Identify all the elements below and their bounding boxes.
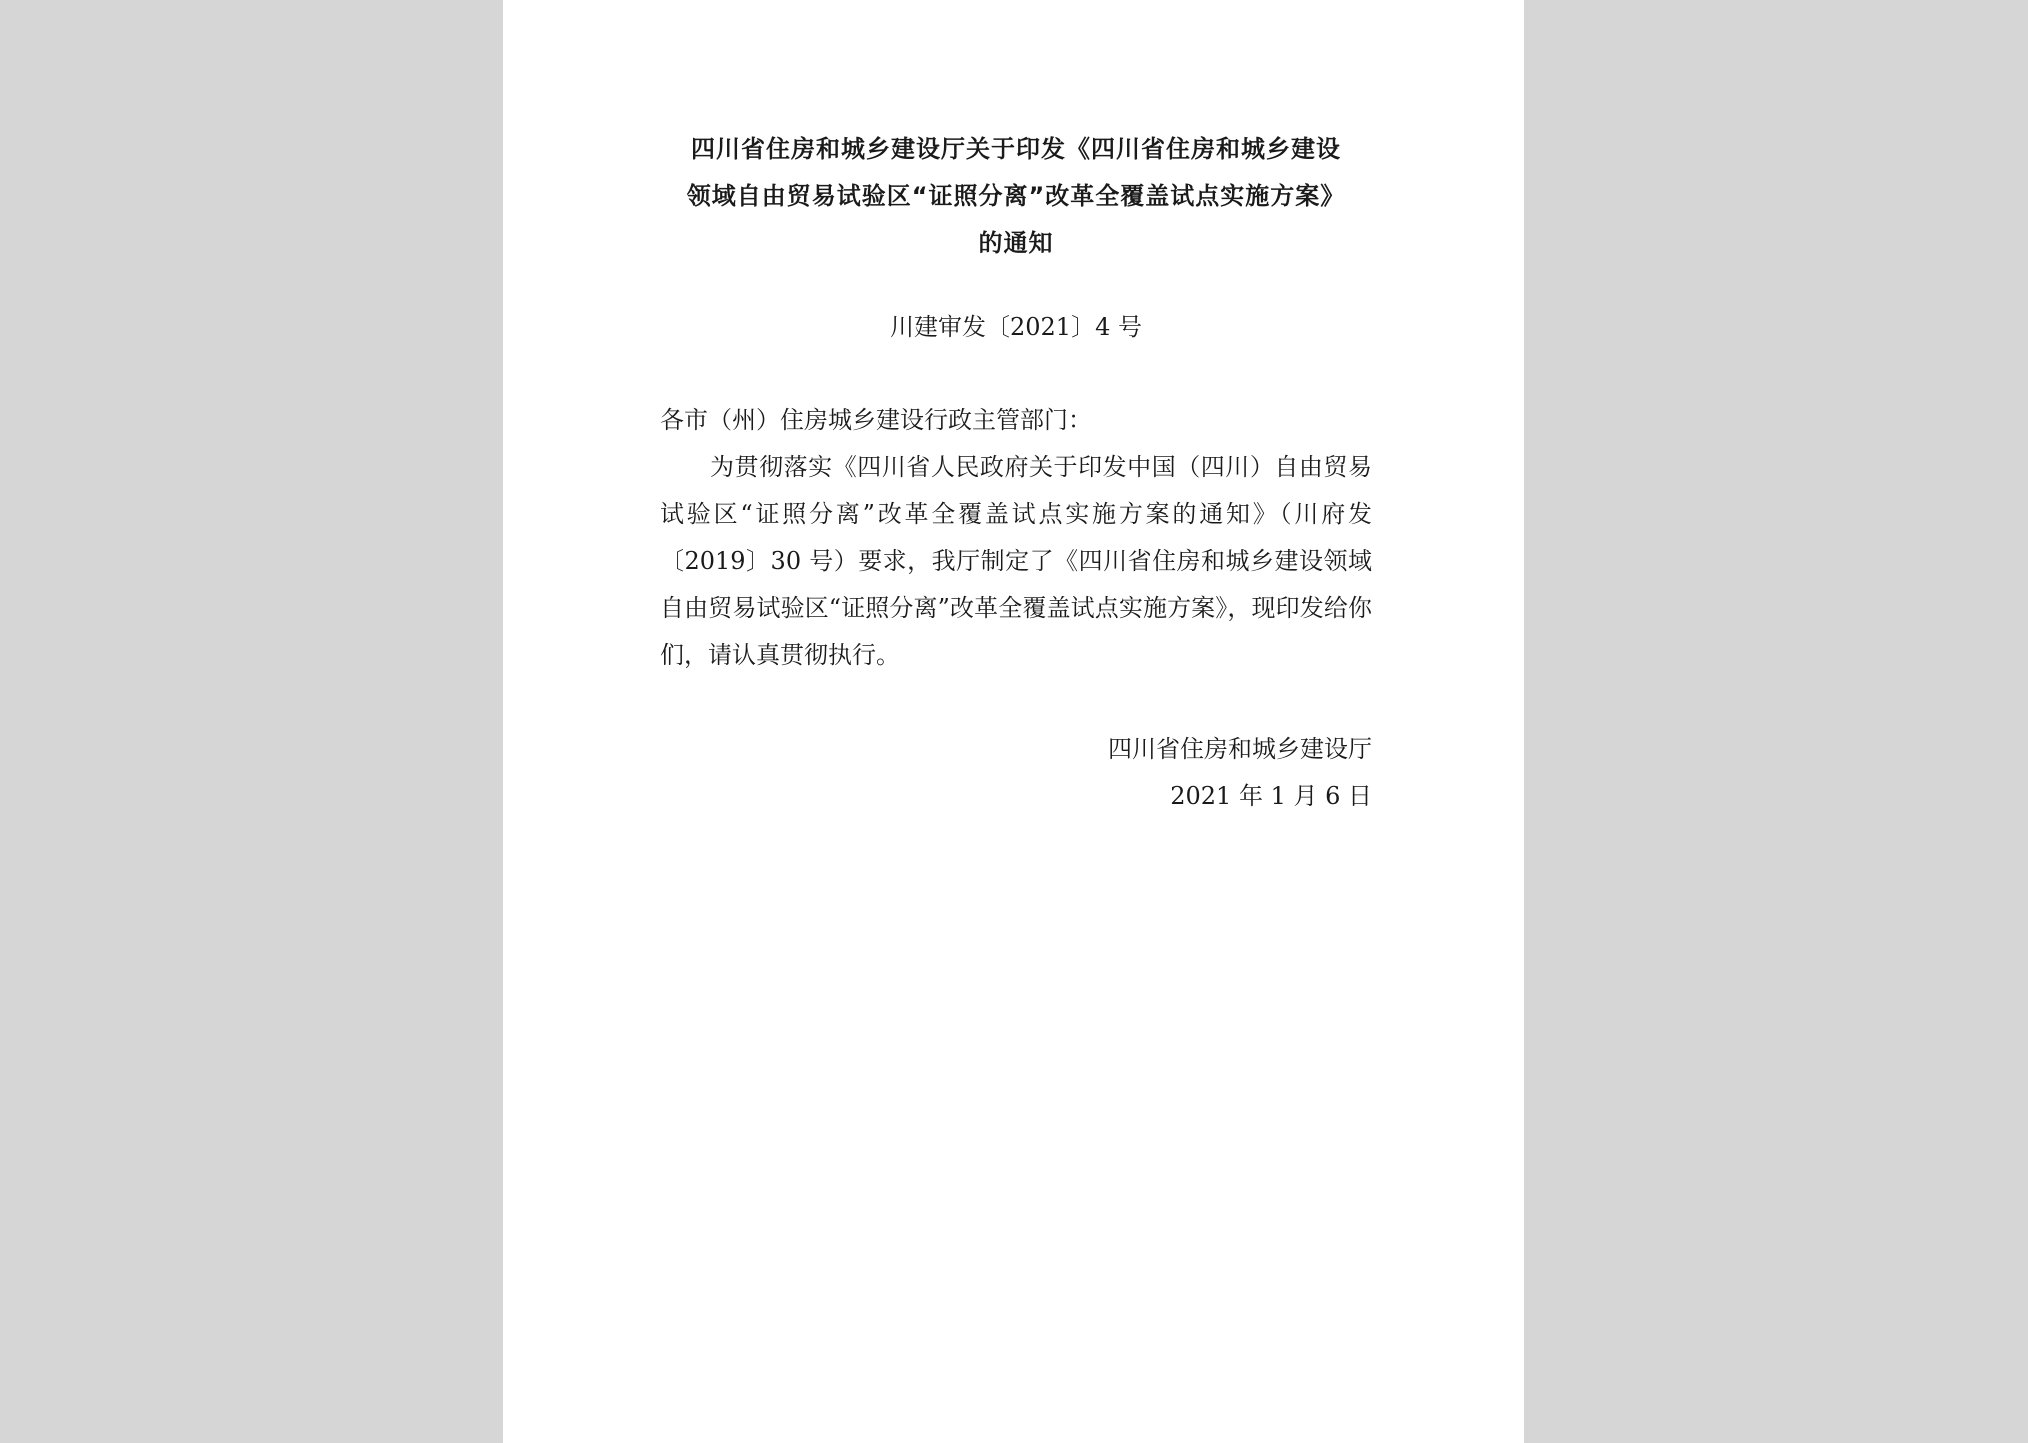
issue-date: 2021 年 1 月 6 日: [1170, 782, 1372, 810]
document-number: 川建审发〔2021〕4 号: [890, 313, 1142, 341]
document-content: [660, 126, 1372, 820]
document-title: [660, 126, 1372, 267]
document-page: [503, 0, 1524, 1443]
salutation: 各市（州）住房城乡建设行政主管部门：: [660, 406, 1092, 434]
signature-block: [660, 726, 1372, 820]
title-line-1: 四川省住房和城乡建设厅关于印发《四川省住房和城乡建设: [691, 135, 1341, 163]
title-line-3: 的通知: [978, 229, 1054, 257]
body-paragraph: 为贯彻落实《四川省人民政府关于印发中国（四川）自由贸易试验区“证照分离”改革全覆盖试点实施方案的通知》（川府发〔2019〕30 号）要求，我厅制定了《四川省住房和城乡建设领域自由贸易试验区“证照分离”改革全覆盖试点实施方案》，现印发给你们，请认真贯彻执行。: [660, 453, 1372, 669]
issuer-name: 四川省住房和城乡建设厅: [1108, 735, 1372, 763]
title-line-2: 领域自由贸易试验区“证照分离”改革全覆盖试点实施方案》: [686, 182, 1346, 210]
